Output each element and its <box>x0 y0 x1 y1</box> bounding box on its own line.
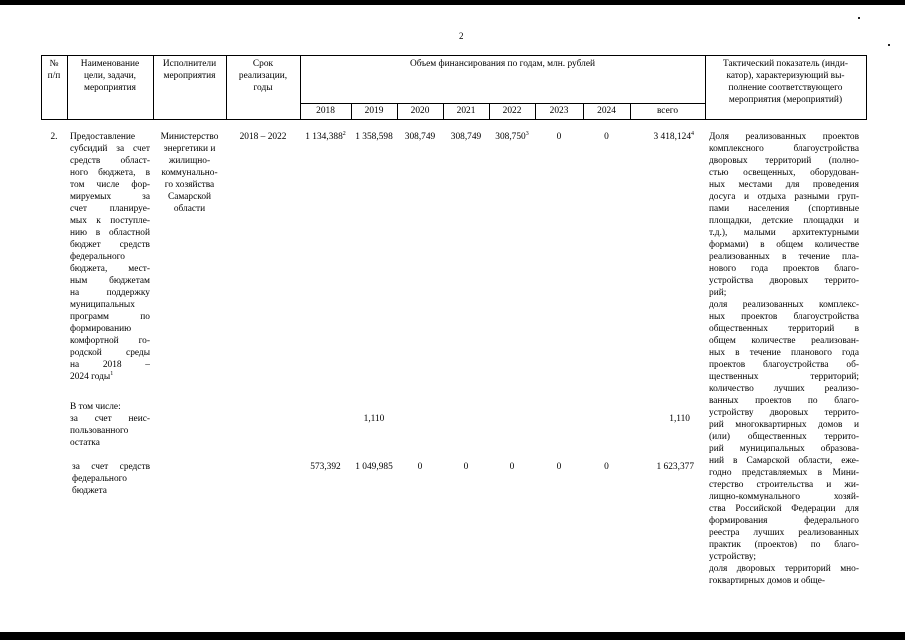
row-executor-line: Министерство <box>160 132 219 142</box>
indicator-line: годно представляемых в Мини- <box>709 468 859 478</box>
indicator-line: рий многоквартирных домов и <box>709 420 859 430</box>
scan-speck <box>858 17 860 19</box>
indicator-line: доля реализованных комплекс- <box>709 300 859 310</box>
indicator-line: общем количестве реализован- <box>709 336 859 346</box>
row-value: 0 <box>556 132 562 142</box>
indicator-line: проектов благоустройства об- <box>709 360 859 370</box>
indicator-line: рий; <box>709 288 727 298</box>
row-value: 3 418,124$^4$ <box>653 130 694 142</box>
indicator-line: комплексного благоустройства <box>709 144 859 154</box>
sub2-value: 0 <box>556 462 562 472</box>
indicator-line: формами) в общем количестве <box>709 240 859 250</box>
sub1-label-line: за счет неис- <box>70 414 150 424</box>
indicator-line: ванных проектов по благо- <box>709 396 859 406</box>
sub2-value: 573,392 <box>310 462 341 472</box>
row-name-line: формированию <box>70 324 132 334</box>
row-executor-line: энергетики и <box>163 144 216 154</box>
indicator-line: дворовых территорий (полно- <box>709 156 859 166</box>
row-executor-line: коммунально- <box>161 168 218 178</box>
indicator-line: реализованных в течение пла- <box>709 252 859 262</box>
indicator-line: доля дворовых территорий мно- <box>709 564 859 574</box>
sub1-label-line: пользованного <box>70 426 129 436</box>
header-year-2018: 2018 <box>316 106 335 116</box>
sub2-label-line: за счет средств <box>72 462 150 472</box>
indicator-line: нового года проектов благо- <box>709 264 859 274</box>
scan-speck <box>888 44 890 46</box>
sub2-value: 0 <box>509 462 515 472</box>
indicator-line: пами населения (спортивные <box>709 204 859 214</box>
scan-top-edge <box>0 0 905 5</box>
indicator-line: общественных территорий в <box>709 324 859 334</box>
row-name-line: на 2018 – <box>70 360 150 370</box>
indicator-line: (или) общественных террито- <box>709 432 859 442</box>
row-name-line: Предоставление <box>70 132 136 142</box>
row-name-line: счет планируе- <box>70 204 150 214</box>
row-indicator <box>709 131 859 587</box>
row-name-line: ным бюджетам <box>70 276 150 286</box>
indicator-line: площадки, детские площадки и <box>709 216 859 226</box>
header-term: Срок реализации, годы <box>238 59 288 93</box>
row-executor-line: Самарской <box>167 192 212 202</box>
header-indicator: Тактический показатель (инди- катор), характеризующий вы- полнение соответствующего мероприятия (мероприятий) <box>723 59 848 105</box>
indicator-line: Доля реализованных проектов <box>709 132 859 142</box>
row-name-line: субсидий за счет <box>70 144 150 154</box>
indicator-line: досуга и отдыха разными груп- <box>709 192 859 202</box>
sub2-label-line: бюджета <box>72 486 107 496</box>
row-name-line: том числе фор- <box>70 180 150 190</box>
header-year-2022: 2022 <box>502 106 522 116</box>
footnote-mark: 3 <box>525 130 529 137</box>
sub1-label-line: остатка <box>70 438 100 448</box>
row-executor-line: области <box>173 204 206 214</box>
indicator-line: количество лучших реализо- <box>709 384 859 394</box>
sub1-value-total: 1,110 <box>669 414 690 424</box>
row-value: 308,749 <box>404 132 436 142</box>
sub2-value: 1 623,377 <box>656 462 694 472</box>
indicator-line: практик (проектов) по благо- <box>709 540 859 550</box>
footnote-mark: 1 <box>110 370 114 377</box>
scan-bottom-edge <box>0 632 905 640</box>
row-name-line: комфортной го- <box>70 336 150 346</box>
row-name-line: муниципальных <box>70 300 135 310</box>
header-year-2020: 2020 <box>410 106 430 116</box>
indicator-line: ний в Самарской области, еже- <box>709 456 859 466</box>
row-executor-line: го хозяйства <box>164 180 215 190</box>
sub1-label <box>70 413 150 449</box>
indicator-line: формирования федерального <box>709 516 859 526</box>
header-year-2021: 2021 <box>456 106 476 116</box>
header-year-2019: 2019 <box>364 106 384 116</box>
sub2-label-line: федерального <box>72 474 127 484</box>
indicator-line: реестра лучших реализованных <box>709 528 859 538</box>
row-value: 1 358,598 <box>355 132 393 142</box>
indicator-line: рий муниципальных образова- <box>709 444 859 454</box>
row-name-line: нию в областной <box>70 228 150 238</box>
indicator-line: стерство строительства и жи- <box>709 480 859 490</box>
header-num: № п/п <box>47 59 61 81</box>
sub2-value: 0 <box>463 462 469 472</box>
row-value: 308,749 <box>450 132 482 142</box>
row-value: 1 134,388$^2$ <box>305 130 346 142</box>
indicator-line: ных местами для проведения <box>709 180 859 190</box>
sub2-value: 0 <box>417 462 423 472</box>
sub1-value-2019: 1,110 <box>363 414 385 424</box>
header-name: Наименование цели, задачи, мероприятия <box>80 59 140 93</box>
sub2-value: 0 <box>604 462 609 472</box>
row-value: 0 <box>604 132 609 142</box>
row-value: 308,750$^3$ <box>495 130 529 142</box>
header-year-2023: 2023 <box>549 106 569 116</box>
including-label: В том числе: <box>70 402 121 412</box>
indicator-line: ства Российской Федерации для <box>709 504 859 514</box>
indicator-line: устройству дворовых террито- <box>709 408 859 418</box>
indicator-line: ных в течение планового года <box>709 348 859 358</box>
header-total: всего <box>656 106 679 116</box>
indicator-line: ных проектов благоустройства <box>709 312 859 322</box>
footnote-mark: 4 <box>691 130 694 137</box>
row-name-line: мируемых за <box>70 192 150 202</box>
row-name-line: программ по <box>70 312 150 322</box>
row-number: 2. <box>50 132 58 142</box>
indicator-line: гоквартирных домов и обще- <box>709 576 826 586</box>
indicator-line: устройству; <box>709 552 756 562</box>
row-name-line: 2024 годы$^1$ <box>70 370 114 382</box>
row-name-line: мых к поступле- <box>70 216 150 226</box>
row-name <box>70 131 150 383</box>
page-number: 2 <box>459 31 464 41</box>
row-name-line: бюджета, мест- <box>70 264 150 274</box>
indicator-line: устройства дворовых террито- <box>709 276 859 286</box>
indicator-line: щественных территорий; <box>709 372 859 382</box>
row-name-line: бюджет средств <box>70 240 150 250</box>
row-executors <box>153 131 226 215</box>
sub2-label <box>72 461 150 497</box>
row-name-line: средств област- <box>70 156 150 166</box>
indicator-line: т.д.), малыми архитектурными <box>709 228 859 238</box>
header-executors: Исполнители мероприятия <box>162 59 217 81</box>
row-name-line: ного бюджета, в <box>70 168 150 178</box>
footnote-mark: 2 <box>342 130 346 137</box>
row-executor-line: жилищно- <box>168 156 211 166</box>
row-name-line: родской среды <box>70 348 150 358</box>
row-name-line: федерального <box>70 252 125 262</box>
row-name-line: на поддержку <box>70 288 150 298</box>
row-term: 2018 – 2022 <box>239 132 287 142</box>
indicator-line: стью освещенных, оборудован- <box>709 168 859 178</box>
indicator-line: лищно-коммунального хозяй- <box>709 492 859 502</box>
sub2-value: 1 049,985 <box>355 462 393 472</box>
header-financing: Объем финансирования по годам, млн. рублей <box>409 59 596 69</box>
header-year-2024: 2024 <box>597 106 616 116</box>
